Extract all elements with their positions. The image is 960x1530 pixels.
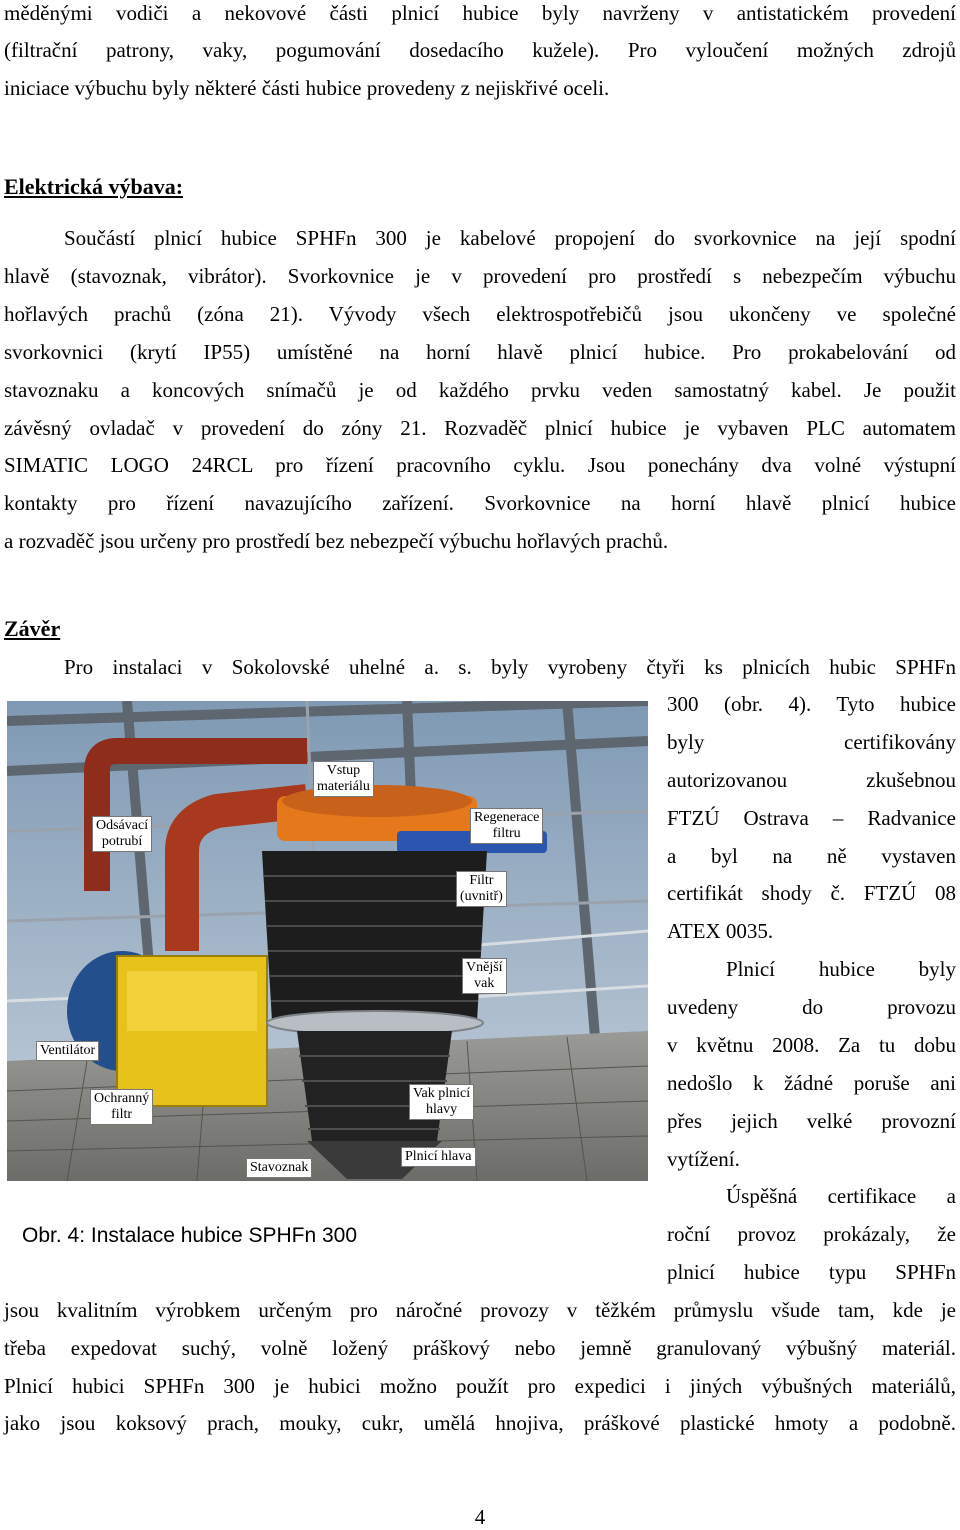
intro-line: (filtrační patrony, vaky, pogumování dosedacího kužele). Pro vyloučení možných zdrojů — [4, 38, 956, 62]
figure-caption: Obr. 4: Instalace hubice SPHFn 300 — [22, 1224, 358, 1247]
paragraph-line: a rozvaděč jsou určeny pro prostředí bez nebezpečí výbuchu hořlavých prachů. — [4, 529, 669, 553]
label-protective-filter: Ochranný filtr — [90, 1089, 153, 1125]
paragraph-line: v květnu 2008. Za tu dobu — [667, 1033, 956, 1057]
paragraph-line: svorkovnici (krytí IP55) umístěné na horní hlavě plnicí hubice. Pro prokabelování od — [4, 340, 956, 364]
paragraph-line: hlavě (stavoznak, vibrátor). Svorkovnice je v provedení pro prostředí s nebezpečím výbuchu — [4, 264, 956, 288]
paragraph-line: vytížení. — [667, 1147, 740, 1171]
intro-line: měděnými vodiči a nekovové části plnicí hubice byly navrženy v antistatickém provedení — [4, 1, 956, 25]
section-heading-electrical: Elektrická výbava: — [4, 174, 184, 199]
label-filling-head: Plnicí hlava — [401, 1147, 476, 1167]
paragraph-line: roční provoz prokázaly, že — [667, 1222, 956, 1246]
paragraph-line: Plnicí hubice byly — [726, 957, 956, 981]
paragraph-line: přes jejich velké provozní — [667, 1109, 956, 1133]
paragraph-line: plnicí hubice typu SPHFn — [667, 1260, 956, 1284]
paragraph-line: 300 (obr. 4). Tyto hubice — [667, 692, 956, 716]
label-fan: Ventilátor — [36, 1041, 99, 1061]
label-head-bag: Vak plnicí hlavy — [409, 1084, 474, 1120]
paragraph-line: třeba expedovat suchý, volně ložený práškový nebo jemně granulovaný výbušný materiál. — [4, 1336, 956, 1360]
page-number: 4 — [474, 1505, 486, 1529]
paragraph-line: hořlavých prachů (zóna 21). Vývody všech elektrospotřebičů jsou ukončeny ve společné — [4, 302, 956, 326]
paragraph-line: certifikát shody č. FTZÚ 08 — [667, 881, 956, 905]
section-heading-conclusion: Závěr — [4, 616, 61, 641]
label-filter-regeneration: Regenerace filtru — [470, 808, 543, 844]
paragraph-line: kontakty pro řízení navazujícího zařízení. Svorkovnice na horní hlavě plnicí hubice — [4, 491, 956, 515]
paragraph-line: Pro instalaci v Sokolovské uhelné a. s. byly vyrobeny čtyři ks plnicích hubic SPHFn — [64, 655, 956, 679]
paragraph-line: a byl na ně vystaven — [667, 844, 956, 868]
paragraph-line: Plnicí hubici SPHFn 300 je hubici možno použít pro expedici i jiných výbušných materiálů, — [4, 1374, 956, 1398]
label-outer-bag: Vnější vak — [462, 958, 507, 994]
label-suction-pipe: Odsávací potrubí — [92, 816, 152, 852]
paragraph-line: jako jsou koksový prach, mouky, cukr, umělá hnojiva, práškové plastické hmoty a podobně. — [4, 1411, 956, 1435]
installation-photo — [7, 701, 648, 1181]
paragraph-line: stavoznaku a koncových snímačů je od každého prvku veden samostatný kabel. Je použit — [4, 378, 956, 402]
paragraph-line: uvedeny do provozu — [667, 995, 956, 1019]
paragraph-line: Úspěšná certifikace a — [726, 1184, 956, 1208]
paragraph-line: autorizovanou zkušebnou — [667, 768, 956, 792]
label-filter-inside: Filtr (uvnitř) — [456, 871, 507, 907]
paragraph-line: jsou kvalitním výrobkem určeným pro náročné provozy v těžkém průmyslu všude tam, kde je — [4, 1298, 956, 1322]
paragraph-line: Součástí plnicí hubice SPHFn 300 je kabelové propojení do svorkovnice na její spodní — [64, 226, 956, 250]
paragraph-line: závěsný ovladač v provedení do zóny 21. Rozvaděč plnicí hubice je vybaven PLC automatem — [4, 416, 956, 440]
label-level-indicator: Stavoznak — [246, 1158, 312, 1178]
paragraph-line: ATEX 0035. — [667, 919, 774, 943]
intro-line: iniciace výbuchu byly některé části hubice provedeny z nejiskřivé oceli. — [4, 76, 610, 100]
paragraph-line: FTZÚ Ostrava – Radvanice — [667, 806, 956, 830]
label-material-inlet: Vstup materiálu — [313, 761, 374, 797]
paragraph-line: byly certifikovány — [667, 730, 956, 754]
paragraph-line: SIMATIC LOGO 24RCL pro řízení pracovního cyklu. Jsou ponechány dva volné výstupní — [4, 453, 956, 477]
paragraph-line: nedošlo k žádné poruše ani — [667, 1071, 956, 1095]
